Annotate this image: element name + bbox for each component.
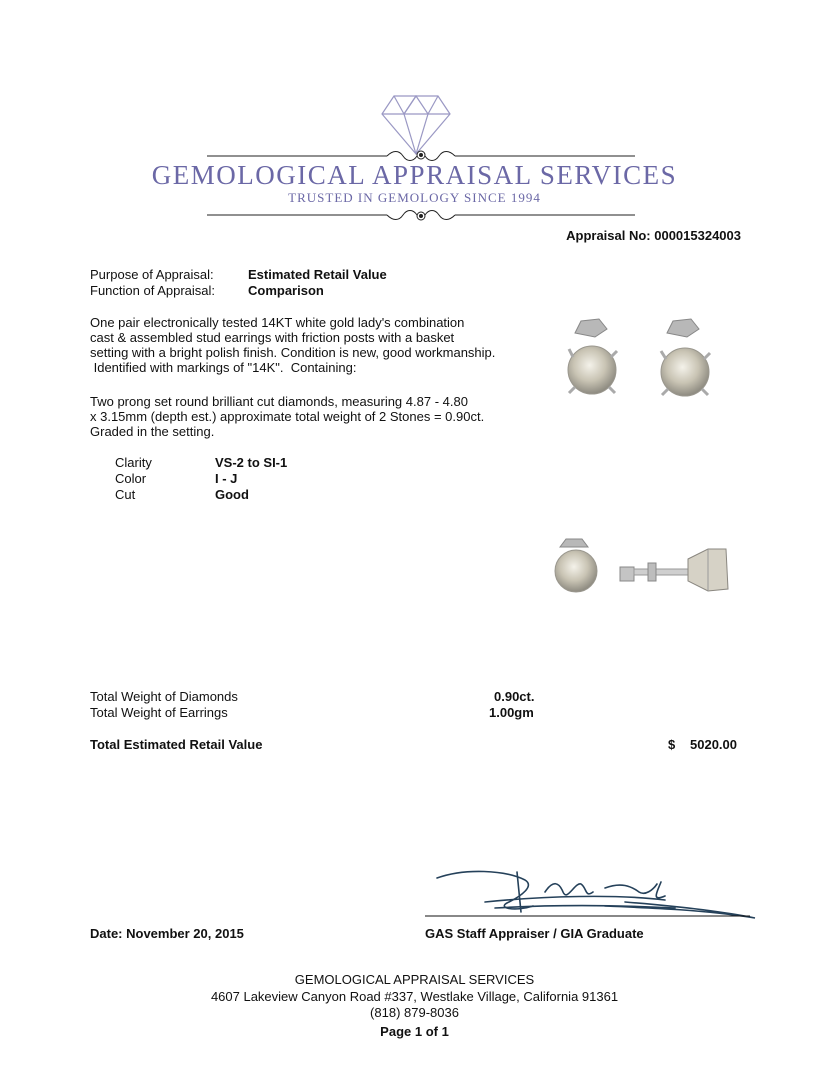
description-line: Identified with markings of "14K". Containing: — [90, 360, 357, 375]
stone-description — [90, 394, 530, 439]
footer-company: GEMOLOGICAL APPRAISAL SERVICES — [294, 972, 535, 987]
item-description — [90, 315, 530, 375]
total-diamond-weight-value: 0.90ct. — [494, 689, 535, 704]
grade-value-color: I - J — [215, 471, 238, 486]
total-retail-value: 5020.00 — [690, 737, 737, 752]
stone-line: x 3.15mm (depth est.) approximate total weight of 2 Stones = 0.90ct. — [90, 409, 485, 424]
total-diamond-weight-label: Total Weight of Diamonds — [90, 689, 238, 704]
currency-symbol: $ — [668, 737, 676, 752]
company-tagline: TRUSTED IN GEMOLOGY SINCE 1994 — [288, 190, 541, 205]
stone-line: Graded in the setting. — [90, 424, 215, 439]
company-name: GEMOLOGICAL APPRAISAL SERVICES — [151, 160, 678, 190]
footer-address: 4607 Lakeview Canyon Road #337, Westlake Village, California 91361 — [210, 989, 619, 1004]
grade-label-cut: Cut — [115, 487, 136, 502]
ornament-bottom-divider — [207, 206, 635, 224]
function-label: Function of Appraisal: — [90, 283, 216, 298]
stone-line: Two prong set round brilliant cut diamonds, measuring 4.87 - 4.80 — [90, 394, 468, 409]
earrings-photo-top — [555, 315, 745, 410]
purpose-label: Purpose of Appraisal: — [90, 267, 214, 282]
grade-label-clarity: Clarity — [115, 455, 152, 470]
appraisal-date: Date: November 20, 2015 — [90, 926, 244, 941]
page-number: Page 1 of 1 — [380, 1024, 449, 1039]
footer-phone: (818) 879-8036 — [370, 1005, 459, 1020]
grade-value-clarity: VS-2 to SI-1 — [215, 455, 288, 470]
earrings-photo-bottom — [552, 535, 742, 605]
total-earring-weight-label: Total Weight of Earrings — [90, 705, 228, 720]
appraisal-number: Appraisal No: 000015324003 — [566, 228, 741, 243]
appraiser-signature — [425, 862, 765, 924]
description-line: setting with a bright polish finish. Condition is new, good workmanship. — [90, 345, 496, 360]
description-line: One pair electronically tested 14KT white gold lady's combination — [90, 315, 465, 330]
appraiser-title: GAS Staff Appraiser / GIA Graduate — [425, 926, 644, 941]
description-line: cast & assembled stud earrings with friction posts with a basket — [90, 330, 455, 345]
purpose-value: Estimated Retail Value — [248, 267, 387, 282]
grade-value-cut: Good — [215, 487, 249, 502]
function-value: Comparison — [248, 283, 324, 298]
total-retail-value-label: Total Estimated Retail Value — [90, 737, 263, 752]
grade-label-color: Color — [115, 471, 147, 486]
total-earring-weight-value: 1.00gm — [489, 705, 534, 720]
